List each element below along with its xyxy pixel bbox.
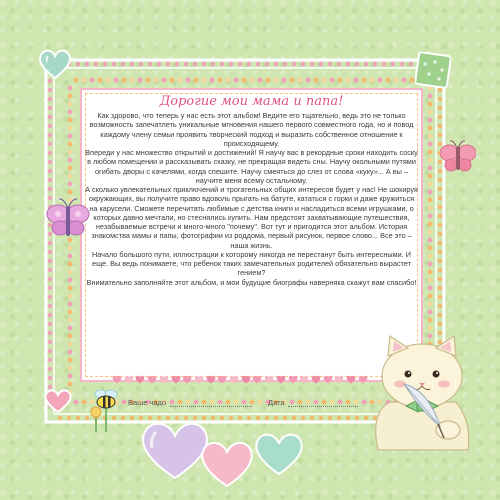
heart-icon	[171, 375, 181, 384]
heart-icon	[254, 430, 304, 476]
heart-icon	[147, 375, 157, 384]
heart-icon	[241, 375, 251, 384]
heart-icon	[252, 375, 262, 384]
heart-icon	[135, 375, 145, 384]
paragraph: Как здорово, что теперь у нас есть этот альбом! Ведите его тщательно, ведь это не только возможность запечатлеть уникальные мгновения нашего первого совместного года, но и повод каждому члену семьи проявить творческий подход и выразить собственное отношение к происходящему.	[89, 111, 414, 148]
paragraph: Внимательно заполняйте этот альбом, и мои будущие биографы наверняка скажут вам спасибо!	[86, 277, 417, 287]
heart-icon	[288, 375, 298, 384]
page-title: Дорогие мои мама и папа!	[159, 94, 344, 109]
heart-icon	[159, 375, 169, 384]
heart-icon	[206, 375, 216, 384]
heart-icon	[194, 375, 204, 384]
paragraph: Начало большого пути, иллюстрации к которому никогда не перестанут быть интересными. И еще. Вы ведь понимаете, что ребенок таких замечательных родителей обязательно вырастет гением?	[91, 249, 412, 278]
heart-icon	[299, 375, 309, 384]
quill-icon	[398, 380, 448, 440]
heart-icon	[229, 375, 239, 384]
heart-icon	[323, 375, 333, 384]
heart-icon	[200, 438, 254, 488]
letter-body	[84, 111, 419, 287]
quilt-patch-icon	[415, 52, 451, 88]
heart-icon	[276, 375, 286, 384]
heart-icon	[38, 48, 72, 80]
heart-icon	[124, 375, 134, 384]
signature-row	[128, 398, 388, 410]
bee-icon	[86, 388, 126, 432]
heart-garland	[112, 373, 368, 385]
heart-icon	[334, 375, 344, 384]
butterfly-icon	[440, 138, 476, 178]
date-field[interactable]	[288, 406, 358, 407]
child-label: Ваше чадо	[128, 398, 167, 407]
heart-icon	[182, 375, 192, 384]
heart-icon	[44, 388, 72, 414]
heart-icon	[112, 375, 122, 384]
heart-icon	[264, 375, 274, 384]
heart-icon	[311, 375, 321, 384]
child-signature-field[interactable]	[170, 406, 252, 407]
paragraph: А сколько увлекательных приключений и трогательных общих интересов будет у нас! Не шокируя окружающих, вы получите право вдоволь прыгать на батуте, кататься с горки и даже кружиться на карусели. Сможете перечитать любимые с детства книги и насладиться всеми игрушками, о которых давно мечтали, но стеснялись купить. Нам предстоят захватывающие путешествия, незабываемые встречи и много-много "почему". Вот тут и пригодится этот альбом. История знакомства мамы и папы, фотографии из роддома, первый рисунок, первое слово... Все это – наша жизнь.	[85, 185, 418, 250]
butterfly-icon	[46, 196, 90, 246]
heart-icon	[217, 375, 227, 384]
heart-icon	[346, 375, 356, 384]
paragraph: Впереди у нас множество открытий и достижений! Я научу вас в рекордные сроки находить соску в любом помещении и рассказывать сказку, не прекращая видеть сны. Научу окольными путями огибать дворы с качелями, когда спешите. Научу смеяться до слез от слова «куку»... А вы – научите меня всему остальному.	[85, 148, 418, 185]
date-label: Дата	[268, 398, 285, 407]
